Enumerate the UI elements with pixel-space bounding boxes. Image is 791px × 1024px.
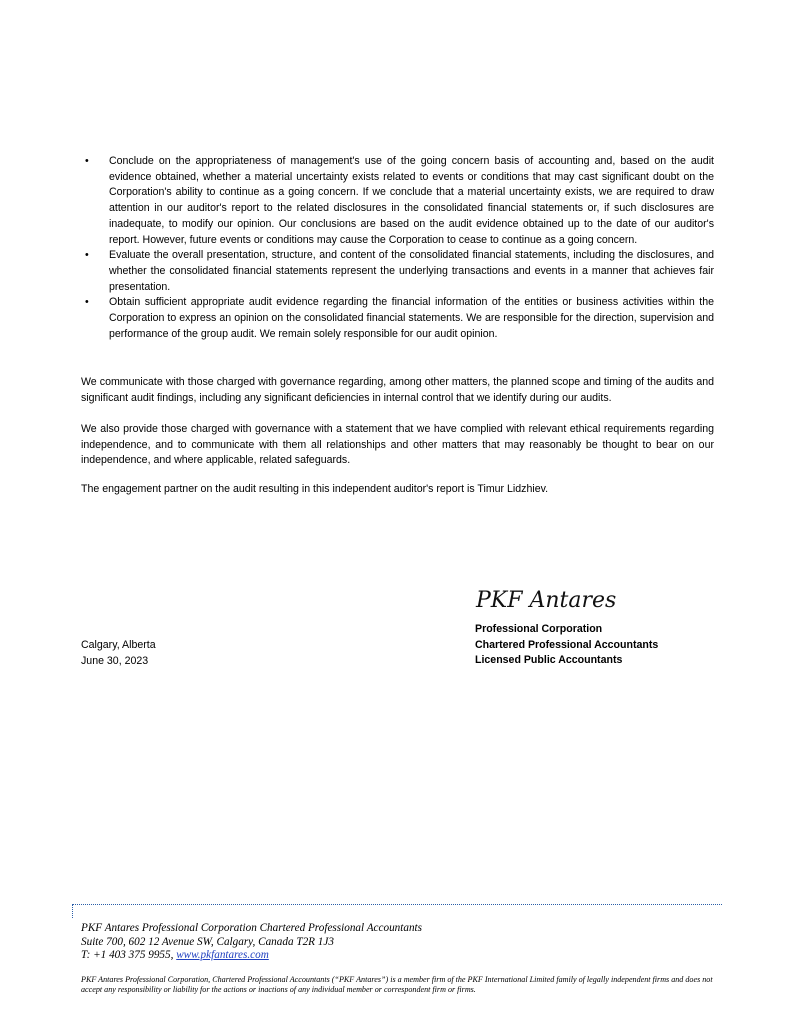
- footer-divider: [72, 904, 722, 905]
- governance-paragraph: We communicate with those charged with governance regarding, among other matters, the planned scope and timing of the audits and significant audit findings, including any significant deficiencies in internal control that we identify during our audits.: [81, 376, 714, 404]
- footer-firm-name: PKF Antares Professional Corporation Chartered Professional Accountants: [81, 922, 423, 934]
- firm-designations: [475, 622, 658, 669]
- footer-disclaimer: PKF Antares Professional Corporation, Chartered Professional Accountants (“PKF Antares”) is a member firm of the PKF International Limited family of legally independent firms and does not accept any responsibility or liability for the actions or inactions of any individual member or correspondent firm or firms.: [81, 975, 713, 995]
- responsibilities-list: [81, 154, 714, 342]
- bullet-icon: •: [85, 296, 89, 309]
- footer-address: [81, 922, 422, 963]
- footer-website-link[interactable]: www.pkfantares.com: [176, 949, 269, 962]
- list-item-text: Obtain sufficient appropriate audit evidence regarding the financial information of the entities or business activities within the Corporation to express an opinion on the consolidated financial statements. We are responsible for the direction, supervision and performance of the group audit. We remain solely responsible for our audit opinion.: [109, 296, 714, 340]
- footer-divider-marker: [72, 904, 73, 918]
- place-and-date: [81, 638, 156, 669]
- footer-phone: T: +1 403 375 9955,: [81, 949, 174, 962]
- list-item-text: Conclude on the appropriateness of management's use of the going concern basis of accounting and, based on the audit evidence obtained, whether a material uncertainty exists related to events or conditions that may cast significant doubt on the Corporation's ability to continue as a going concern. If we conclude that a material uncertainty exists, we are required to draw attention in our auditor's report to the related disclosures in the consolidated financial statements or, if such disclosures are inadequate, to modify our opinion. Our conclusions are based on the audit evidence obtained up to the date of our auditor's report. However, future events or conditions may cause the Corporation to cease to continue as a going concern.: [109, 155, 714, 246]
- footer-contact: [81, 949, 422, 963]
- designation-line: Chartered Professional Accountants: [475, 638, 659, 651]
- engagement-partner-paragraph: The engagement partner on the audit resulting in this independent auditor's report is Timur Lidzhiev.: [81, 483, 549, 495]
- designation-line: Professional Corporation: [475, 623, 603, 635]
- list-item-text: Evaluate the overall presentation, structure, and content of the consolidated financial statements, including the disclosures, and whether the consolidated financial statements represent the underlying transactions and events in a manner that achieves fair presentation.: [109, 249, 714, 293]
- firm-signature: [472, 583, 642, 615]
- bullet-icon: •: [85, 155, 89, 167]
- report-date: June 30, 2023: [81, 654, 149, 667]
- firm-signature-text: PKF Antares: [476, 588, 617, 613]
- list-item: [81, 154, 714, 248]
- independence-paragraph: We also provide those charged with governance with a statement that we have complied with relevant ethical requirements regarding independence, and to communicate with them all relationships and other matters that may reasonably be thought to bear on our independence, and where applicable, related safeguards.: [81, 423, 714, 467]
- list-item: [81, 248, 714, 295]
- report-place: Calgary, Alberta: [81, 639, 156, 651]
- footer-street-address: Suite 700, 602 12 Avenue SW, Calgary, Canada T2R 1J3: [81, 935, 334, 948]
- designation-line: Licensed Public Accountants: [475, 654, 623, 667]
- bullet-icon: •: [85, 249, 89, 262]
- list-item: [81, 295, 714, 342]
